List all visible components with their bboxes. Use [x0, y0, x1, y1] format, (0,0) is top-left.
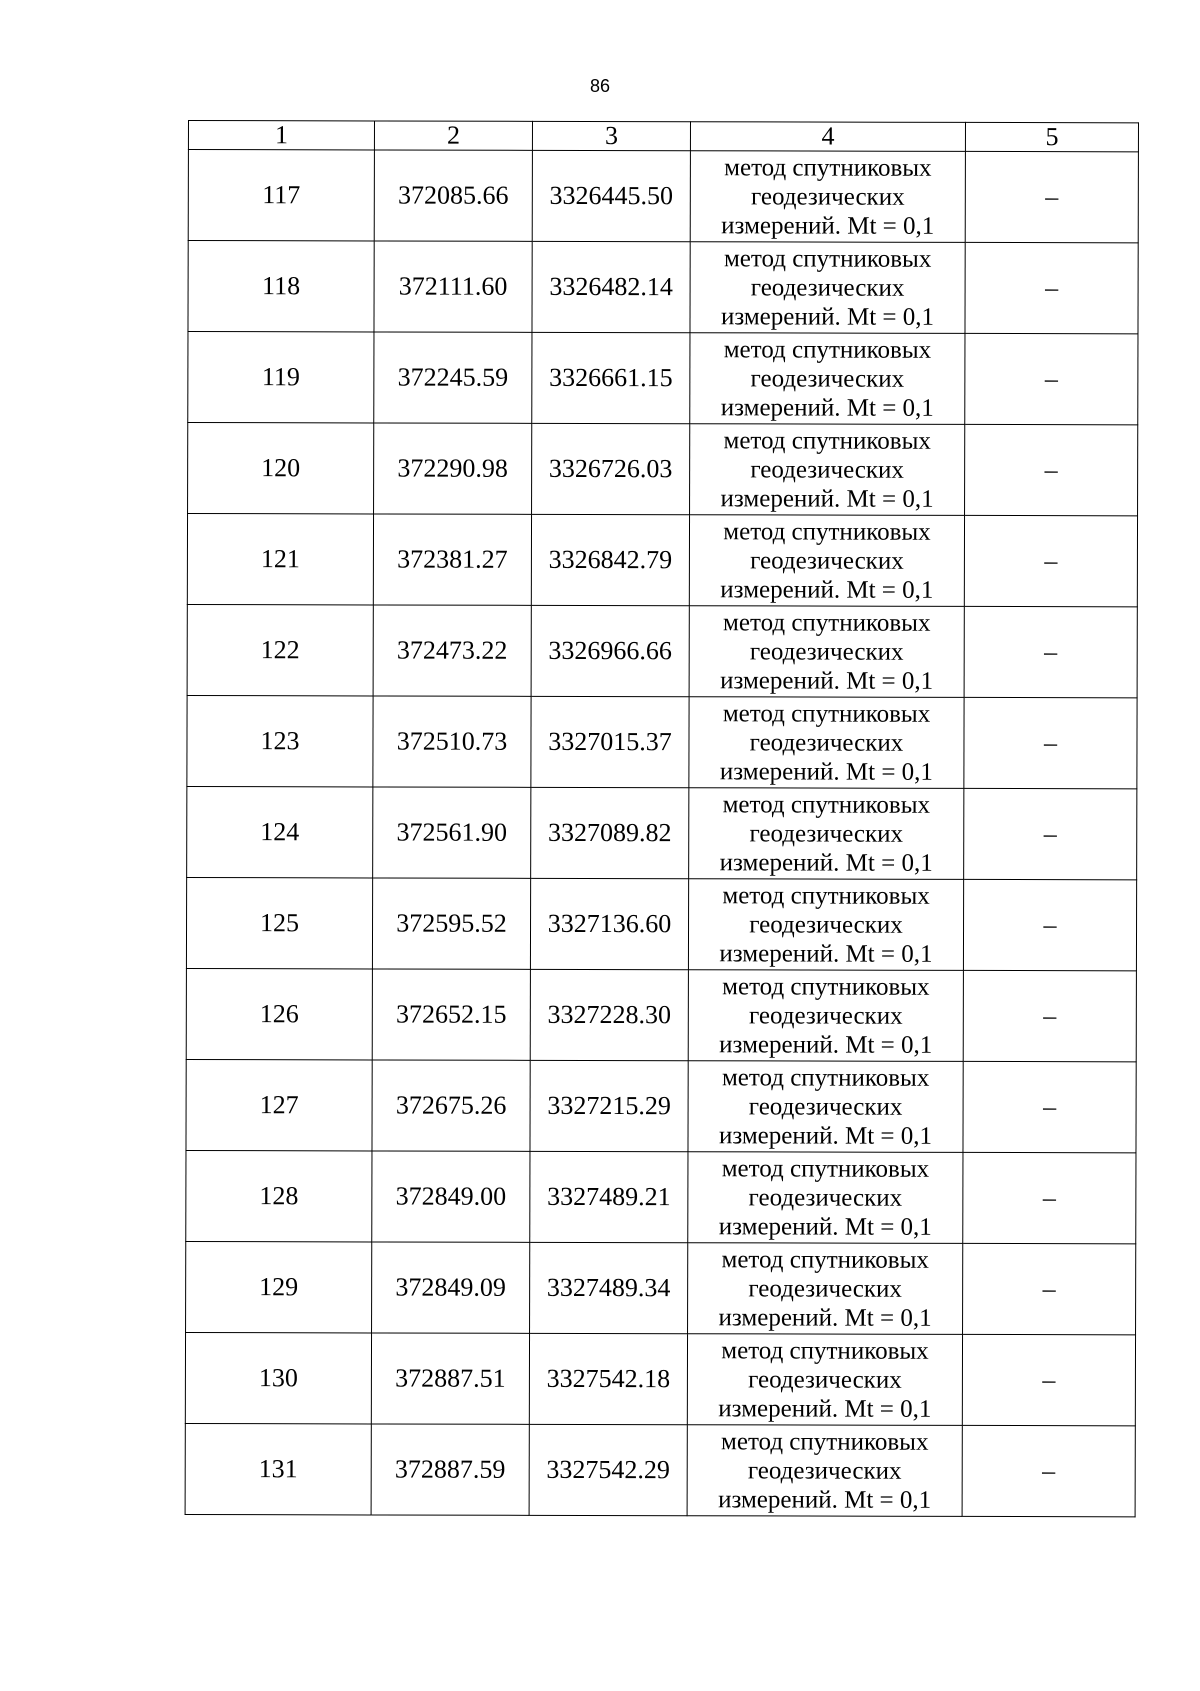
note-cell: – [965, 242, 1138, 333]
method-line: геодезических [749, 728, 904, 757]
y-coordinate-cell: 3326842.79 [531, 514, 689, 605]
y-coordinate-cell: 3327136.60 [530, 878, 688, 969]
note-cell: – [963, 879, 1136, 970]
method-line: геодезических [750, 455, 904, 484]
method-line: метод спутниковых [721, 1154, 930, 1183]
page-number: 86 [589, 76, 611, 96]
y-coordinate-cell: 3327015.37 [531, 696, 689, 787]
x-coordinate-cell: 372111.60 [374, 241, 532, 332]
y-coordinate-cell: 3326726.03 [532, 423, 690, 514]
table-body [185, 150, 1138, 1517]
method-line: измерений. Mt = 0,1 [719, 757, 933, 786]
y-coordinate-cell: 3327089.82 [531, 787, 689, 878]
point-number-cell: 117 [188, 150, 374, 241]
method-line: метод спутниковых [724, 153, 932, 182]
note-cell: – [963, 1243, 1136, 1334]
table-row [186, 1150, 1136, 1243]
method-cell [689, 788, 964, 880]
y-coordinate-cell: 3327215.29 [530, 1060, 688, 1151]
x-coordinate-cell: 372675.26 [372, 1060, 530, 1151]
method-line: геодезических [750, 364, 905, 393]
header-col-2: 2 [374, 121, 532, 150]
method-line: геодезических [749, 819, 904, 848]
note-cell: – [965, 424, 1138, 515]
method-line: метод спутниковых [723, 608, 931, 637]
method-line: геодезических [748, 1092, 903, 1121]
table-row [186, 1241, 1136, 1334]
table-row [188, 150, 1138, 243]
method-line: измерений. Mt = 0,1 [720, 484, 934, 513]
method-line: геодезических [749, 910, 903, 939]
table-row [186, 1059, 1136, 1152]
point-number-cell: 120 [188, 423, 374, 514]
table-row [187, 695, 1137, 788]
y-coordinate-cell: 3327489.34 [530, 1242, 688, 1333]
method-line: измерений. Mt = 0,1 [718, 1394, 932, 1423]
note-cell: – [965, 333, 1138, 424]
method-line: геодезических [750, 546, 904, 575]
method-cell [689, 606, 964, 698]
point-number-cell: 128 [186, 1150, 372, 1241]
note-cell: – [962, 1425, 1135, 1516]
point-number-cell: 122 [187, 604, 373, 695]
method-line: геодезических [747, 1456, 902, 1485]
table-row [187, 514, 1137, 607]
point-number-cell: 126 [186, 968, 372, 1059]
x-coordinate-cell: 372561.90 [373, 787, 531, 878]
table-row [186, 968, 1136, 1061]
table-header [188, 121, 1138, 152]
x-coordinate-cell: 372510.73 [373, 696, 531, 787]
method-line: измерений. Mt = 0,1 [718, 1303, 932, 1332]
method-line: геодезических [748, 1274, 902, 1303]
method-cell [688, 879, 963, 971]
x-coordinate-cell: 372849.09 [372, 1242, 530, 1333]
x-coordinate-cell: 372887.51 [371, 1333, 529, 1424]
method-line: метод спутниковых [723, 244, 932, 273]
table-row [185, 1423, 1135, 1516]
coordinates-table-container [185, 120, 1138, 1517]
method-cell [688, 970, 963, 1062]
table-row [185, 1332, 1135, 1425]
method-line: геодезических [748, 1365, 902, 1394]
x-coordinate-cell: 372595.52 [372, 878, 530, 969]
note-cell: – [965, 151, 1138, 242]
x-coordinate-cell: 372652.15 [372, 969, 530, 1060]
method-line: измерений. Mt = 0,1 [718, 1121, 933, 1150]
method-cell [688, 1243, 963, 1335]
coordinates-table [185, 120, 1139, 1517]
method-line: метод спутниковых [722, 790, 931, 819]
table-row [188, 241, 1138, 334]
y-coordinate-cell: 3326482.14 [532, 241, 690, 332]
method-line: измерений. Mt = 0,1 [719, 939, 933, 968]
method-line: метод спутниковых [721, 1063, 930, 1092]
table-row [187, 604, 1137, 697]
header-col-3: 3 [532, 121, 690, 150]
point-number-cell: 131 [185, 1423, 371, 1514]
method-cell [689, 515, 964, 607]
method-cell [690, 424, 965, 516]
method-line: измерений. Mt = 0,1 [718, 1485, 932, 1514]
point-number-cell: 121 [187, 514, 373, 605]
method-line: метод спутниковых [721, 1336, 929, 1365]
note-cell: – [964, 788, 1137, 879]
method-line: метод спутниковых [722, 699, 931, 728]
note-cell: – [962, 1334, 1135, 1425]
method-line: геодезических [749, 637, 904, 666]
x-coordinate-cell: 372381.27 [373, 514, 531, 605]
method-cell [690, 242, 965, 334]
x-coordinate-cell: 372290.98 [374, 423, 532, 514]
note-cell: – [963, 970, 1136, 1061]
y-coordinate-cell: 3326661.15 [532, 332, 690, 423]
y-coordinate-cell: 3326445.50 [532, 150, 690, 241]
y-coordinate-cell: 3327489.21 [530, 1151, 688, 1242]
method-cell [689, 697, 964, 789]
note-cell: – [963, 1061, 1136, 1152]
method-line: метод спутниковых [722, 972, 930, 1001]
point-number-cell: 118 [188, 241, 374, 332]
header-col-1: 1 [188, 121, 374, 150]
note-cell: – [963, 1152, 1136, 1243]
method-cell [690, 333, 965, 425]
method-line: измерений. Mt = 0,1 [720, 393, 934, 422]
method-line: измерений. Mt = 0,1 [720, 666, 934, 695]
method-cell [690, 151, 965, 243]
method-line: измерений. Mt = 0,1 [721, 211, 935, 240]
method-line: измерений. Mt = 0,1 [720, 302, 935, 331]
method-line: метод спутниковых [721, 1245, 929, 1274]
header-col-4: 4 [690, 122, 965, 152]
method-line: метод спутниковых [721, 1427, 929, 1456]
method-cell [687, 1334, 962, 1426]
method-line: метод спутниковых [723, 426, 931, 455]
point-number-cell: 124 [187, 786, 373, 877]
method-line: геодезических [748, 1183, 903, 1212]
point-number-cell: 127 [186, 1059, 372, 1150]
method-cell [687, 1425, 962, 1517]
y-coordinate-cell: 3327542.18 [529, 1333, 687, 1424]
method-line: измерений. Mt = 0,1 [718, 1212, 932, 1241]
x-coordinate-cell: 372473.22 [373, 605, 531, 696]
point-number-cell: 130 [185, 1332, 371, 1423]
method-line: измерений. Mt = 0,1 [719, 848, 933, 877]
method-line: геодезических [748, 1001, 903, 1030]
method-line: геодезических [750, 182, 905, 211]
x-coordinate-cell: 372849.00 [372, 1151, 530, 1242]
header-row [188, 121, 1138, 152]
note-cell: – [964, 697, 1137, 788]
x-coordinate-cell: 372245.59 [374, 332, 532, 423]
x-coordinate-cell: 372085.66 [374, 150, 532, 241]
method-line: метод спутниковых [722, 881, 930, 910]
header-col-5: 5 [965, 122, 1138, 151]
table-row [187, 786, 1137, 879]
note-cell: – [964, 515, 1137, 606]
x-coordinate-cell: 372887.59 [371, 1424, 529, 1515]
point-number-cell: 125 [186, 877, 372, 968]
note-cell: – [964, 606, 1137, 697]
point-number-cell: 119 [188, 332, 374, 423]
method-line: измерений. Mt = 0,1 [720, 575, 934, 604]
method-line: метод спутниковых [723, 517, 931, 546]
method-line: геодезических [750, 273, 905, 302]
method-cell [688, 1061, 963, 1153]
y-coordinate-cell: 3327228.30 [530, 969, 688, 1060]
y-coordinate-cell: 3327542.29 [529, 1424, 687, 1515]
point-number-cell: 123 [187, 695, 373, 786]
y-coordinate-cell: 3326966.66 [531, 605, 689, 696]
point-number-cell: 129 [186, 1241, 372, 1332]
table-row [188, 423, 1138, 516]
method-line: метод спутниковых [723, 335, 932, 364]
method-cell [688, 1152, 963, 1244]
table-row [188, 332, 1138, 425]
method-line: измерений. Mt = 0,1 [719, 1030, 933, 1059]
table-row [186, 877, 1136, 970]
